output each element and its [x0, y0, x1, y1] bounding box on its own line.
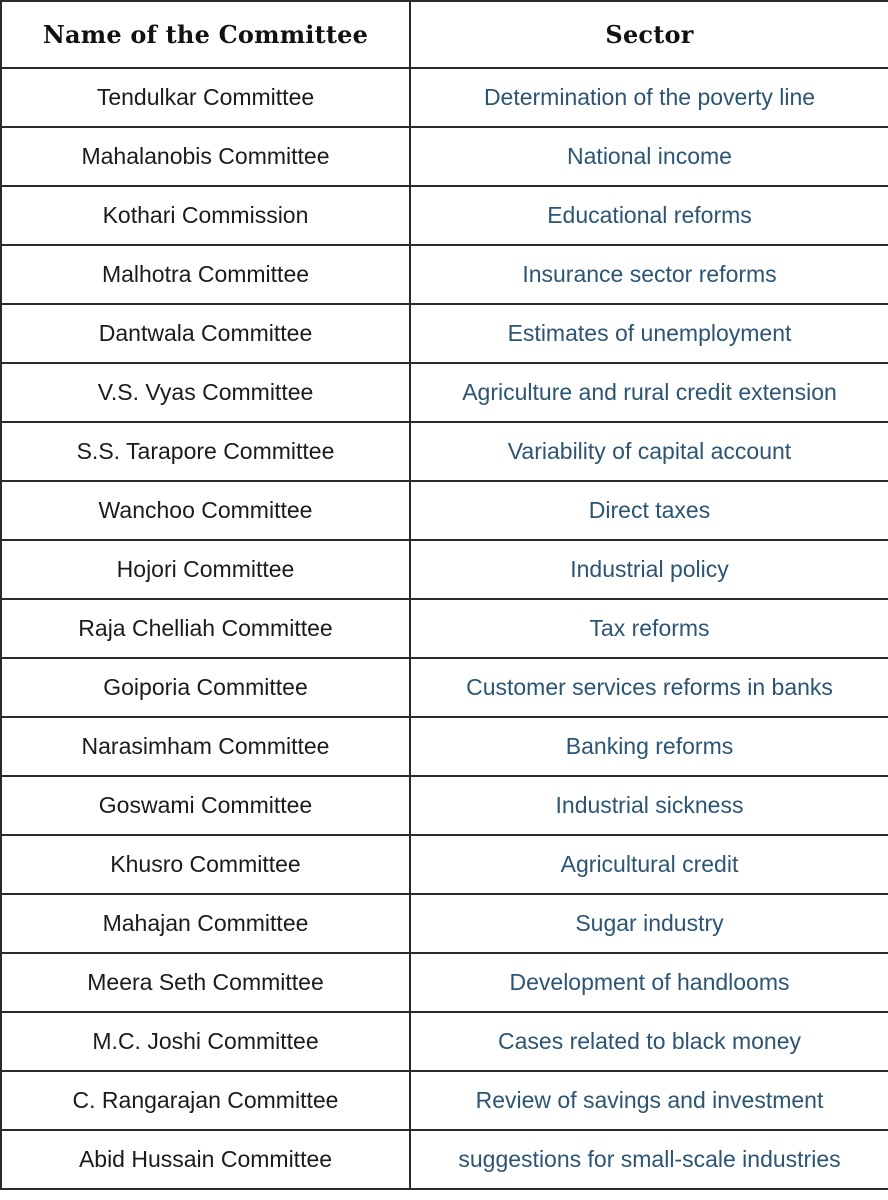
sector-cell: Customer services reforms in banks — [410, 658, 888, 717]
sector-cell: Review of savings and investment — [410, 1071, 888, 1130]
table-row — [1, 953, 888, 1012]
table-row — [1, 422, 888, 481]
sector-cell: Estimates of unemployment — [410, 304, 888, 363]
sector-cell: Agriculture and rural credit extension — [410, 363, 888, 422]
sector-cell: Banking reforms — [410, 717, 888, 776]
table-row — [1, 894, 888, 953]
table-row — [1, 1012, 888, 1071]
sector-cell: Direct taxes — [410, 481, 888, 540]
header-committee-name: Name of the Committee — [1, 1, 410, 68]
sector-cell: Sugar industry — [410, 894, 888, 953]
header-row — [1, 1, 888, 68]
table-body — [1, 68, 888, 1189]
sector-cell: Educational reforms — [410, 186, 888, 245]
sector-cell: Development of handlooms — [410, 953, 888, 1012]
committee-name-cell: Mahajan Committee — [1, 894, 410, 953]
committee-name-cell: Malhotra Committee — [1, 245, 410, 304]
committee-name-cell: Kothari Commission — [1, 186, 410, 245]
table-row — [1, 658, 888, 717]
table-row — [1, 776, 888, 835]
table-header — [1, 1, 888, 68]
committee-name-cell: Tendulkar Committee — [1, 68, 410, 127]
committee-name-cell: Khusro Committee — [1, 835, 410, 894]
header-sector: Sector — [410, 1, 888, 68]
committee-name-cell: Abid Hussain Committee — [1, 1130, 410, 1189]
table-row — [1, 835, 888, 894]
sector-cell: Industrial sickness — [410, 776, 888, 835]
committee-name-cell: M.C. Joshi Committee — [1, 1012, 410, 1071]
table-row — [1, 540, 888, 599]
sector-cell: Cases related to black money — [410, 1012, 888, 1071]
sector-cell: Tax reforms — [410, 599, 888, 658]
table-row — [1, 1071, 888, 1130]
sector-cell: National income — [410, 127, 888, 186]
table-row — [1, 304, 888, 363]
table-row — [1, 363, 888, 422]
sector-cell: Insurance sector reforms — [410, 245, 888, 304]
sector-cell: Determination of the poverty line — [410, 68, 888, 127]
committee-name-cell: Raja Chelliah Committee — [1, 599, 410, 658]
table-row — [1, 68, 888, 127]
table-row — [1, 186, 888, 245]
committee-name-cell: Goswami Committee — [1, 776, 410, 835]
committee-name-cell: C. Rangarajan Committee — [1, 1071, 410, 1130]
committee-name-cell: Meera Seth Committee — [1, 953, 410, 1012]
committee-name-cell: Narasimham Committee — [1, 717, 410, 776]
table-row — [1, 127, 888, 186]
sector-cell: Industrial policy — [410, 540, 888, 599]
table-row — [1, 245, 888, 304]
committee-name-cell: Wanchoo Committee — [1, 481, 410, 540]
committee-name-cell: Goiporia Committee — [1, 658, 410, 717]
committee-name-cell: Hojori Committee — [1, 540, 410, 599]
table-row — [1, 1130, 888, 1189]
committee-name-cell: Dantwala Committee — [1, 304, 410, 363]
committee-name-cell: S.S. Tarapore Committee — [1, 422, 410, 481]
committee-name-cell: Mahalanobis Committee — [1, 127, 410, 186]
table-row — [1, 481, 888, 540]
sector-cell: Agricultural credit — [410, 835, 888, 894]
committee-name-cell: V.S. Vyas Committee — [1, 363, 410, 422]
table-row — [1, 599, 888, 658]
sector-cell: Variability of capital account — [410, 422, 888, 481]
table-row — [1, 717, 888, 776]
sector-cell: suggestions for small-scale industries — [410, 1130, 888, 1189]
